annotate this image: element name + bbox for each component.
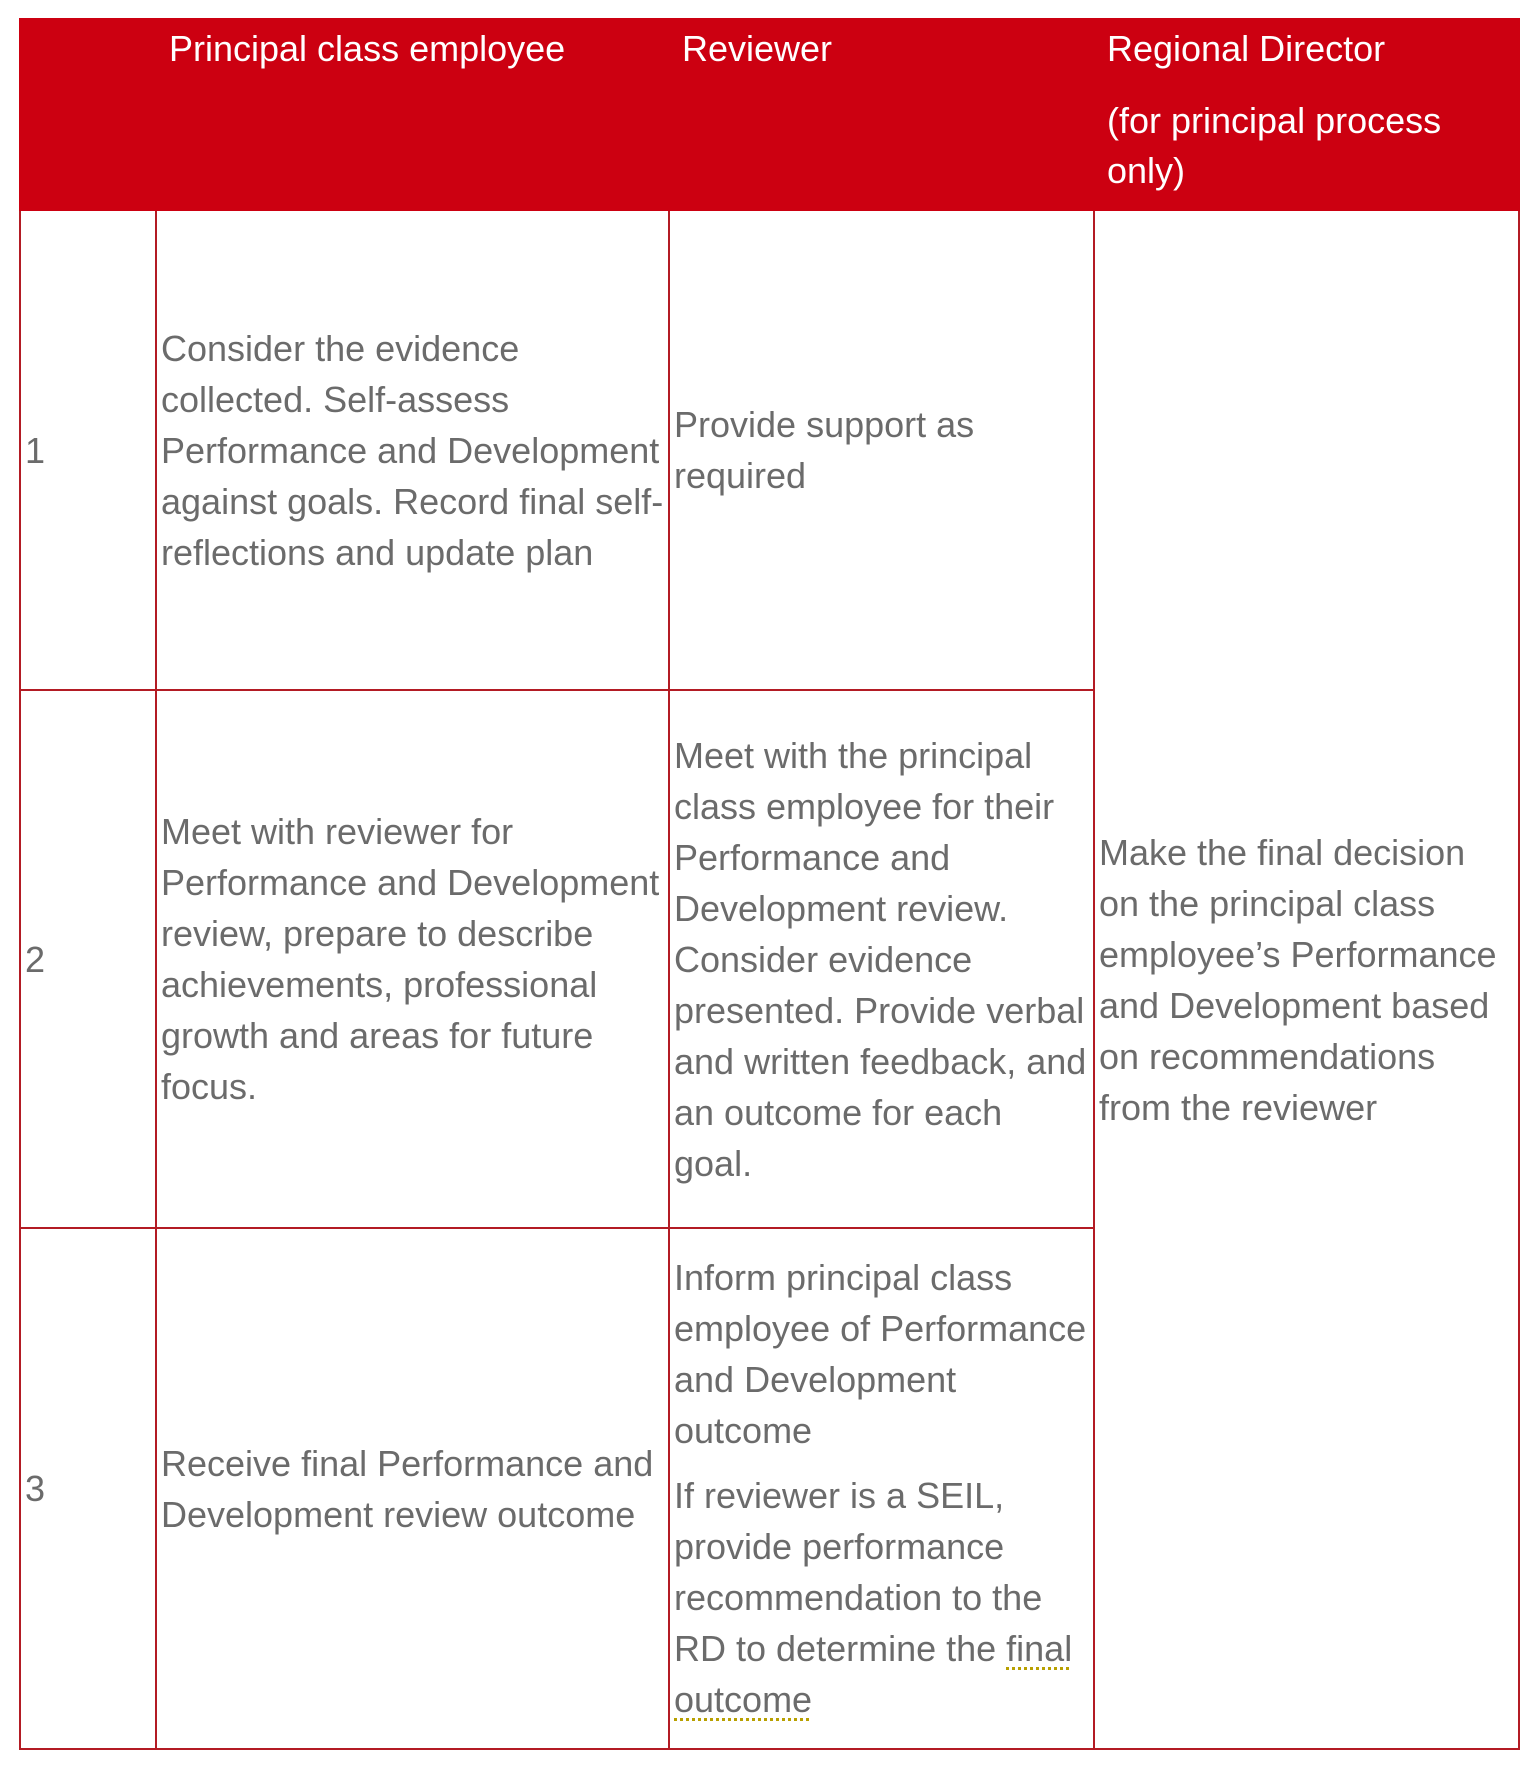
header-employee: Principal class employee xyxy=(156,19,669,210)
spellcheck-word-final: final xyxy=(1006,1628,1073,1669)
reviewer-cell xyxy=(669,1228,1094,1749)
header-director-title: Regional Director xyxy=(1107,28,1386,69)
employee-cell: Receive final Performance and Development review outcome xyxy=(156,1228,669,1749)
director-cell: Make the final decision on the principal class employee’s Performance and Development based on recommendations from the reviewer xyxy=(1094,210,1519,1749)
process-table xyxy=(19,18,1520,1750)
employee-cell: Meet with reviewer for Performance and Development review, prepare to describe achievements, professional growth and areas for future focus. xyxy=(156,690,669,1228)
spellcheck-word-outcome: outcome xyxy=(674,1679,813,1720)
header-step xyxy=(20,19,156,210)
header-row xyxy=(20,19,1519,210)
process-table-container xyxy=(19,18,1518,1748)
reviewer-seil-text: If reviewer is a SEIL, provide performance recommendation to the RD to determine the xyxy=(674,1475,1043,1669)
header-director-note: (for principal process only) xyxy=(1107,100,1442,191)
reviewer-cell: Provide support as required xyxy=(669,210,1094,690)
step-number: 2 xyxy=(20,690,156,1228)
table-row xyxy=(20,210,1519,690)
reviewer-cell: Meet with the principal class employee for their Performance and Development review. Consider evidence presented. Provide verbal and written feedback, and an outcome for each goal. xyxy=(669,690,1094,1228)
step-number: 1 xyxy=(20,210,156,690)
step-number: 3 xyxy=(20,1228,156,1749)
header-director xyxy=(1094,19,1519,210)
reviewer-paragraph: Inform principal class employee of Performance and Development outcome xyxy=(674,1257,1087,1451)
employee-cell: Consider the evidence collected. Self-assess Performance and Development against goals. Record final self-reflections and update plan xyxy=(156,210,669,690)
header-reviewer: Reviewer xyxy=(669,19,1094,210)
reviewer-paragraph-seil xyxy=(674,1470,1089,1725)
